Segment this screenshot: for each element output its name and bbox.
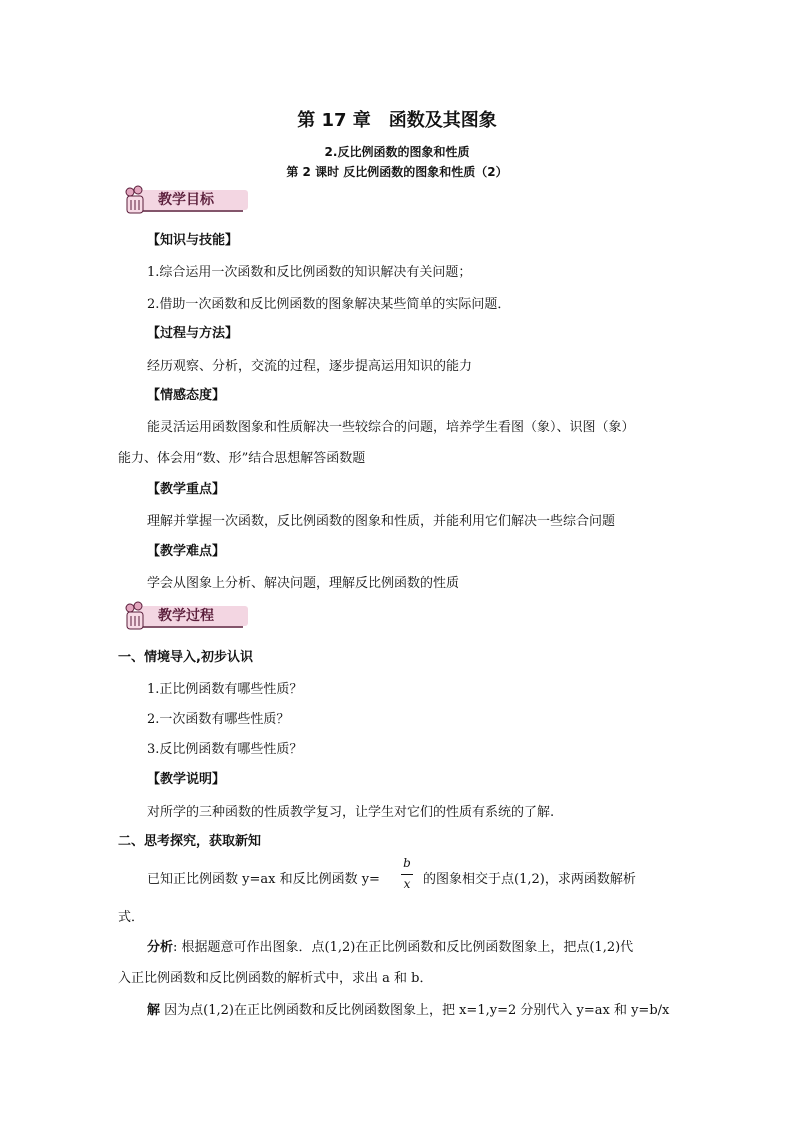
- teaching-note-text: 对所学的三种函数的性质教学复习，让学生对它们的性质有系统的了解.: [147, 805, 555, 820]
- problem-text-post: 的图象相交于点(1,2)，求两函数解析: [423, 872, 636, 887]
- part1-heading: 一、情境导入,初步认识: [118, 650, 253, 665]
- section-banner-goals: [118, 184, 248, 216]
- part2-heading: 二、思考探究，获取新知: [118, 834, 262, 849]
- section-banner-goals-label: 教学目标: [158, 192, 214, 208]
- chapter-title: 第 17 章 函数及其图象: [297, 110, 497, 131]
- attitude-text-line1: 能灵活运用函数图象和性质解决一些较综合的问题，培养学生看图（象）、识图（象）: [147, 420, 635, 435]
- analysis-text-line1: : 根据题意可作出图象．点(1,2)在正比例函数和反比例函数图象上，把点(1,2)代: [173, 940, 634, 955]
- lesson-subtitle: 2.反比例函数的图象和性质: [324, 145, 470, 159]
- solution-line1: [147, 999, 669, 1018]
- analysis-line1: [147, 936, 633, 955]
- analysis-label: 分析: [147, 940, 174, 955]
- fraction-denominator: x: [403, 877, 411, 891]
- section-banner-process-label: 教学过程: [158, 608, 214, 624]
- analysis-text-line2: 入正比例函数和反比例函数的解析式中，求出 a 和 b．: [118, 971, 433, 986]
- lesson-period-subtitle: 第 2 课时 反比例函数的图象和性质（2）: [286, 165, 508, 179]
- knowledge-skill-item-2: 2.借助一次函数和反比例函数的图象解决某些简单的实际问题．: [147, 297, 511, 312]
- problem-text-pre: 已知正比例函数 y=ax 和反比例函数 y=: [147, 872, 380, 887]
- problem-text-line2: 式．: [118, 910, 145, 925]
- teaching-focus-heading: 【教学重点】: [147, 482, 226, 497]
- solution-text-line1: 因为点(1,2)在正比例函数和反比例函数图象上，把 x=1,y=2 分别代入 y=ax 和 y=b/x: [160, 1003, 670, 1018]
- teaching-difficulty-text: 学会从图象上分析、解决问题，理解反比例函数的性质: [147, 576, 460, 591]
- section-banner-process: [118, 600, 248, 632]
- teaching-difficulty-heading: 【教学难点】: [147, 544, 226, 559]
- attitude-text-line2: 能力、体会用“数、形”结合思想解答函数题: [118, 451, 366, 466]
- question-2: 2.一次函数有哪些性质？: [147, 712, 290, 727]
- process-method-heading: 【过程与方法】: [147, 326, 239, 341]
- teaching-focus-text: 理解并掌握一次函数，反比例函数的图象和性质，并能利用它们解决一些综合问题: [147, 514, 616, 529]
- knowledge-skill-heading: 【知识与技能】: [147, 233, 239, 248]
- fraction-bar: [401, 874, 413, 875]
- process-method-text: 经历观察、分析，交流的过程，逐步提高运用知识的能力: [147, 359, 473, 374]
- attitude-heading: 【情感态度】: [147, 388, 226, 403]
- solution-label: 解: [147, 1003, 161, 1018]
- question-1: 1.正比例函数有哪些性质？: [147, 682, 303, 697]
- fraction-numerator: b: [403, 856, 411, 870]
- teaching-note-heading: 【教学说明】: [147, 772, 226, 787]
- knowledge-skill-item-1: 1.综合运用一次函数和反比例函数的知识解决有关问题；: [147, 265, 472, 280]
- question-3: 3.反比例函数有哪些性质？: [147, 742, 303, 757]
